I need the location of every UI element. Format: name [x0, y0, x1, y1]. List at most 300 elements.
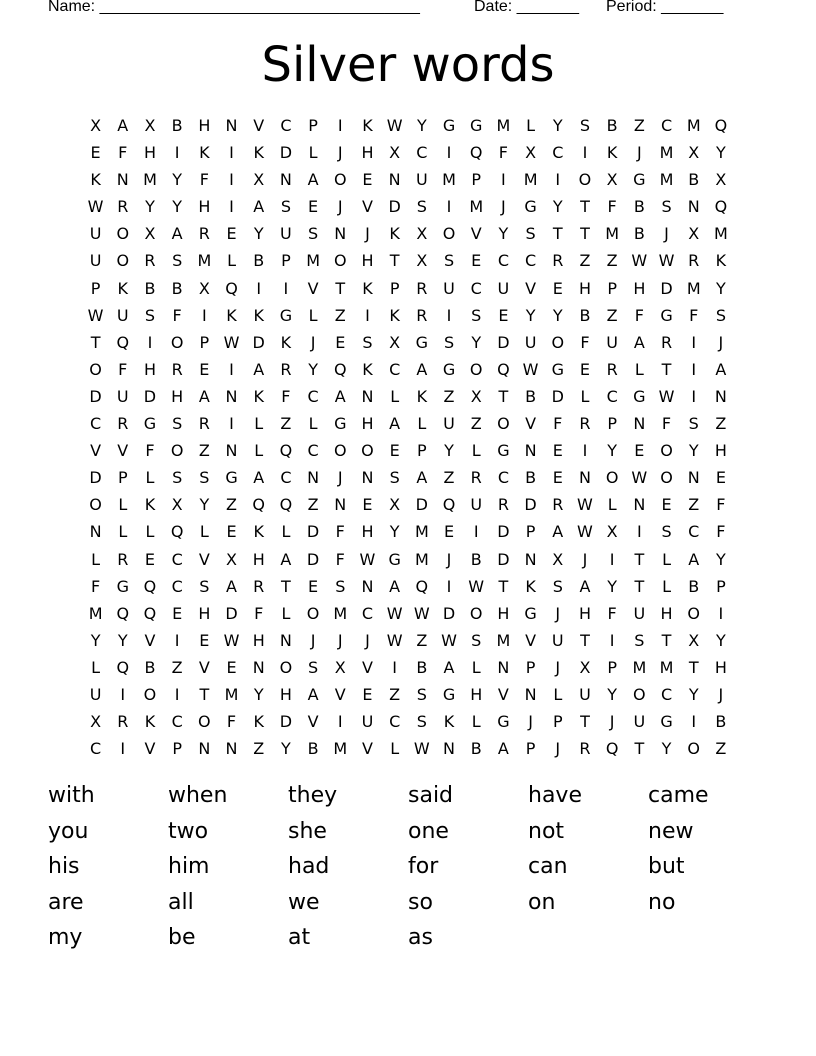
- grid-letter: M: [88, 603, 103, 623]
- grid-letter: U: [443, 414, 455, 434]
- grid-letter: T: [634, 739, 645, 759]
- grid-letter: I: [691, 332, 697, 352]
- grid-letter: Y: [716, 630, 726, 650]
- word-bank-item: my: [48, 925, 83, 950]
- grid-letter: R: [117, 414, 129, 434]
- grid-letter: I: [446, 197, 452, 217]
- grid-row: [82, 491, 735, 518]
- grid-letter: P: [308, 116, 318, 135]
- grid-letter: B: [470, 739, 482, 759]
- grid-letter: S: [552, 576, 563, 596]
- grid-letter: I: [256, 278, 262, 298]
- grid-letter: S: [715, 305, 726, 325]
- grid-letter: I: [229, 143, 234, 163]
- grid-letter: I: [337, 116, 343, 135]
- grid-letter: U: [443, 278, 455, 298]
- word-bank-item: they: [288, 783, 338, 808]
- grid-letter: F: [172, 305, 182, 325]
- grid-letter: H: [633, 278, 646, 298]
- grid-letter: Q: [170, 522, 184, 542]
- word-bank-item: not: [528, 818, 565, 844]
- grid-letter: A: [389, 576, 401, 596]
- grid-letter: X: [253, 170, 265, 190]
- name-field-label: Name: ____________________________________: [48, 0, 420, 15]
- grid-letter: E: [552, 468, 563, 488]
- grid-letter: S: [525, 224, 536, 244]
- grid-letter: K: [389, 305, 400, 325]
- grid-letter: N: [225, 116, 238, 135]
- grid-letter: O: [660, 468, 673, 488]
- grid-letter: H: [143, 359, 156, 379]
- grid-letter: M: [632, 657, 647, 677]
- grid-letter: R: [660, 332, 673, 352]
- word-bank-item: are: [48, 889, 84, 915]
- grid-letter: Q: [143, 603, 157, 623]
- grid-letter: J: [555, 603, 561, 623]
- word-bank-item: his: [48, 854, 80, 879]
- grid-letter: K: [443, 712, 455, 732]
- grid-letter: T: [580, 630, 590, 650]
- grid-row: [82, 247, 735, 274]
- grid-letter: P: [417, 441, 427, 461]
- grid-letter: M: [333, 739, 348, 759]
- grid-letter: V: [90, 441, 102, 461]
- grid-letter: Z: [715, 739, 727, 759]
- grid-letter: E: [634, 441, 645, 461]
- grid-letter: D: [442, 603, 456, 623]
- grid-letter: F: [553, 414, 563, 434]
- grid-letter: Z: [443, 386, 455, 406]
- grid-letter: U: [415, 170, 428, 190]
- grid-letter: J: [582, 549, 588, 569]
- grid-letter: B: [633, 224, 645, 244]
- grid-letter: T: [580, 224, 590, 244]
- grid-letter: E: [199, 359, 210, 379]
- grid-letter: Z: [606, 305, 618, 325]
- grid-letter: A: [307, 170, 319, 190]
- grid-letter: I: [229, 197, 234, 217]
- grid-letter: S: [416, 197, 427, 217]
- grid-letter: G: [497, 712, 510, 732]
- grid-letter: I: [501, 170, 506, 190]
- grid-letter: W: [87, 305, 104, 325]
- grid-letter: P: [607, 414, 617, 434]
- grid-letter: L: [553, 684, 563, 704]
- grid-letter: X: [470, 386, 482, 406]
- grid-letter: T: [335, 278, 346, 298]
- grid-letter: Y: [688, 684, 699, 704]
- grid-letter: V: [361, 657, 373, 677]
- grid-letter: U: [361, 712, 374, 732]
- grid-letter: Z: [307, 495, 319, 515]
- grid-letter: O: [551, 332, 565, 352]
- grid-letter: N: [279, 630, 292, 650]
- grid-letter: L: [308, 305, 318, 325]
- grid-letter: A: [715, 359, 727, 379]
- grid-letter: X: [144, 224, 156, 244]
- grid-letter: C: [660, 116, 673, 135]
- grid-letter: I: [174, 684, 180, 704]
- grid-letter: N: [252, 657, 265, 677]
- grid-letter: A: [497, 739, 509, 759]
- grid-letter: A: [443, 657, 455, 677]
- word-bank-item: when: [168, 783, 228, 808]
- grid-letter: X: [579, 657, 591, 677]
- grid-letter: L: [145, 468, 155, 488]
- grid-letter: B: [144, 278, 156, 298]
- word-bank-item: be: [168, 925, 196, 950]
- grid-letter: T: [688, 657, 699, 677]
- grid-letter: F: [199, 170, 209, 190]
- grid-letter: Q: [497, 359, 510, 379]
- grid-letter: X: [144, 116, 156, 135]
- grid-letter: K: [606, 143, 618, 163]
- grid-letter: H: [143, 143, 156, 163]
- grid-letter: X: [606, 522, 618, 542]
- grid-letter: S: [661, 522, 672, 542]
- grid-row: [82, 600, 735, 627]
- grid-letter: R: [198, 414, 210, 434]
- grid-letter: O: [469, 603, 483, 623]
- grid-letter: I: [473, 522, 479, 542]
- grid-letter: Z: [633, 116, 645, 135]
- grid-letter: L: [471, 441, 481, 461]
- grid-letter: A: [226, 576, 237, 596]
- grid-letter: K: [362, 278, 373, 298]
- grid-letter: L: [634, 359, 644, 379]
- grid-letter: J: [365, 224, 370, 244]
- grid-letter: I: [609, 630, 615, 650]
- grid-letter: D: [279, 712, 293, 732]
- grid-letter: I: [691, 359, 697, 379]
- grid-letter: X: [389, 143, 401, 163]
- grid-row: [82, 681, 735, 708]
- grid-letter: D: [252, 332, 265, 352]
- word-bank-item: new: [648, 818, 694, 844]
- grid-letter: W: [468, 576, 485, 596]
- grid-letter: P: [117, 468, 128, 488]
- grid-letter: E: [226, 657, 237, 677]
- grid-letter: T: [498, 386, 509, 406]
- grid-letter: W: [386, 603, 403, 623]
- grid-letter: P: [607, 278, 617, 298]
- grid-letter: H: [361, 251, 374, 271]
- grid-letter: A: [579, 576, 591, 596]
- grid-letter: I: [392, 657, 398, 677]
- grid-letter: V: [144, 739, 156, 759]
- grid-letter: O: [442, 224, 456, 244]
- grid-letter: O: [660, 441, 673, 461]
- grid-letter: J: [310, 630, 316, 650]
- grid-letter: H: [361, 414, 374, 434]
- letter-grid: [82, 112, 735, 762]
- period-field-label: Period: _______: [606, 0, 724, 15]
- grid-letter: Y: [688, 441, 699, 461]
- grid-letter: C: [660, 684, 673, 704]
- grid-letter: C: [497, 468, 509, 488]
- grid-letter: N: [497, 657, 510, 677]
- grid-letter: K: [525, 576, 536, 596]
- grid-letter: G: [388, 549, 401, 569]
- grid-letter: N: [89, 522, 102, 542]
- grid-letter: F: [689, 305, 699, 325]
- grid-row: [82, 735, 735, 762]
- grid-letter: J: [718, 684, 724, 704]
- grid-letter: F: [607, 603, 617, 623]
- grid-letter: U: [116, 305, 129, 325]
- grid-letter: F: [498, 143, 508, 163]
- grid-letter: N: [361, 576, 374, 596]
- grid-letter: M: [714, 224, 728, 244]
- grid-letter: Q: [143, 576, 157, 596]
- grid-letter: O: [89, 495, 102, 515]
- grid-letter: Z: [715, 414, 727, 434]
- word-bank-item: with: [48, 783, 95, 808]
- grid-letter: C: [307, 441, 319, 461]
- grid-letter: E: [715, 468, 726, 488]
- grid-row: [82, 112, 735, 139]
- grid-letter: F: [118, 143, 128, 163]
- grid-letter: N: [524, 441, 537, 461]
- grid-letter: H: [660, 603, 673, 623]
- grid-letter: Y: [716, 143, 726, 163]
- grid-letter: Y: [716, 278, 726, 298]
- grid-letter: X: [525, 143, 537, 163]
- grid-letter: Q: [605, 739, 619, 759]
- grid-letter: X: [334, 657, 346, 677]
- grid-letter: K: [90, 170, 101, 190]
- grid-letter: Z: [416, 630, 428, 650]
- grid-row: [82, 166, 735, 193]
- grid-letter: Y: [117, 630, 128, 650]
- grid-letter: W: [223, 630, 240, 650]
- grid-letter: C: [389, 359, 401, 379]
- grid-letter: R: [579, 739, 591, 759]
- grid-letter: S: [172, 414, 183, 434]
- grid-letter: J: [609, 712, 615, 732]
- grid-letter: E: [579, 359, 591, 379]
- grid-letter: I: [691, 386, 697, 406]
- grid-letter: U: [606, 332, 619, 352]
- grid-letter: O: [687, 603, 701, 623]
- grid-row: [82, 383, 735, 410]
- grid-letter: G: [660, 712, 673, 732]
- grid-letter: L: [390, 386, 400, 406]
- grid-letter: S: [172, 468, 183, 488]
- word-bank-item: all: [168, 889, 194, 915]
- grid-letter: Y: [607, 576, 618, 596]
- grid-letter: S: [416, 712, 427, 732]
- grid-letter: J: [501, 197, 506, 217]
- grid-letter: K: [715, 251, 727, 271]
- grid-letter: G: [116, 576, 129, 596]
- grid-letter: Q: [279, 495, 293, 515]
- grid-letter: A: [253, 197, 265, 217]
- grid-letter: O: [497, 414, 510, 434]
- grid-letter: A: [633, 332, 645, 352]
- grid-letter: P: [716, 576, 726, 596]
- grid-letter: W: [522, 359, 539, 379]
- grid-letter: Z: [253, 739, 265, 759]
- grid-letter: M: [659, 170, 674, 190]
- grid-letter: Y: [199, 495, 210, 515]
- grid-letter: I: [609, 549, 615, 569]
- grid-letter: Y: [552, 116, 563, 135]
- grid-letter: K: [280, 332, 292, 352]
- grid-letter: F: [580, 332, 590, 352]
- grid-letter: E: [498, 305, 509, 325]
- grid-letter: W: [658, 386, 675, 406]
- grid-letter: X: [90, 712, 102, 732]
- grid-letter: E: [308, 576, 319, 596]
- grid-letter: B: [688, 170, 700, 190]
- grid-letter: H: [198, 197, 211, 217]
- grid-letter: D: [143, 386, 157, 406]
- grid-letter: A: [334, 386, 346, 406]
- grid-letter: L: [308, 414, 318, 434]
- grid-letter: X: [90, 116, 102, 135]
- grid-letter: X: [715, 170, 727, 190]
- grid-letter: C: [90, 414, 102, 434]
- grid-letter: U: [497, 278, 510, 298]
- word-bank-item: one: [408, 818, 449, 844]
- grid-letter: L: [91, 549, 101, 569]
- grid-letter: A: [688, 549, 700, 569]
- grid-letter: R: [497, 495, 509, 515]
- grid-letter: R: [117, 712, 129, 732]
- grid-letter: I: [174, 630, 180, 650]
- grid-letter: O: [170, 441, 184, 461]
- grid-letter: Z: [389, 684, 401, 704]
- grid-letter: M: [143, 170, 157, 190]
- grid-letter: M: [496, 630, 511, 650]
- grid-letter: T: [634, 549, 645, 569]
- grid-letter: I: [120, 684, 126, 704]
- grid-letter: F: [716, 522, 726, 542]
- word-bank-item: him: [168, 854, 210, 879]
- grid-letter: F: [335, 522, 345, 542]
- grid-letter: L: [662, 549, 671, 569]
- grid-letter: S: [443, 332, 455, 352]
- grid-letter: S: [172, 251, 183, 271]
- grid-letter: E: [362, 684, 373, 704]
- grid-letter: F: [118, 359, 128, 379]
- grid-row: [82, 437, 735, 464]
- grid-letter: C: [307, 386, 319, 406]
- grid-letter: X: [389, 495, 401, 515]
- grid-letter: V: [525, 278, 537, 298]
- grid-letter: H: [361, 522, 374, 542]
- grid-letter: M: [659, 657, 674, 677]
- grid-letter: C: [171, 576, 183, 596]
- grid-letter: C: [280, 116, 292, 135]
- grid-letter: B: [633, 197, 645, 217]
- grid-letter: V: [525, 414, 537, 434]
- grid-letter: L: [91, 657, 101, 677]
- grid-letter: V: [253, 116, 265, 135]
- word-bank-item: came: [648, 783, 709, 808]
- grid-letter: E: [172, 603, 183, 623]
- grid-letter: U: [89, 224, 102, 244]
- grid-letter: B: [606, 116, 618, 135]
- grid-letter: H: [714, 441, 727, 461]
- grid-letter: S: [471, 305, 482, 325]
- grid-letter: E: [552, 441, 563, 461]
- grid-letter: W: [87, 197, 104, 217]
- grid-letter: H: [714, 657, 727, 677]
- grid-letter: M: [306, 251, 320, 271]
- grid-letter: R: [552, 495, 564, 515]
- grid-letter: B: [715, 712, 727, 732]
- grid-letter: F: [716, 495, 726, 515]
- grid-letter: C: [416, 143, 428, 163]
- grid-letter: T: [389, 251, 400, 271]
- grid-letter: Q: [714, 197, 728, 217]
- grid-letter: Y: [552, 197, 563, 217]
- grid-letter: O: [306, 603, 320, 623]
- grid-letter: D: [279, 143, 293, 163]
- grid-row: [82, 356, 735, 383]
- grid-letter: S: [335, 576, 346, 596]
- grid-letter: J: [337, 197, 343, 217]
- grid-letter: C: [525, 251, 537, 271]
- grid-letter: R: [470, 468, 482, 488]
- grid-letter: E: [90, 143, 101, 163]
- grid-letter: J: [337, 143, 343, 163]
- grid-row: [82, 518, 735, 545]
- grid-letter: O: [198, 712, 211, 732]
- grid-letter: L: [254, 441, 264, 461]
- grid-letter: Y: [145, 197, 155, 217]
- grid-letter: S: [308, 224, 319, 244]
- grid-letter: L: [308, 143, 318, 163]
- grid-letter: J: [555, 739, 561, 759]
- grid-letter: H: [578, 603, 591, 623]
- grid-letter: L: [281, 522, 291, 542]
- grid-letter: W: [658, 251, 675, 271]
- grid-letter: L: [118, 522, 128, 542]
- grid-letter: M: [659, 143, 674, 163]
- grid-letter: I: [636, 522, 642, 542]
- grid-letter: C: [688, 522, 700, 542]
- grid-letter: S: [661, 197, 672, 217]
- grid-letter: L: [390, 739, 400, 759]
- grid-letter: G: [442, 359, 456, 379]
- grid-letter: X: [688, 630, 700, 650]
- grid-letter: A: [416, 359, 428, 379]
- grid-letter: A: [253, 468, 265, 488]
- grid-letter: D: [388, 197, 401, 217]
- grid-letter: K: [253, 143, 264, 163]
- grid-letter: Z: [443, 468, 455, 488]
- grid-letter: I: [120, 739, 126, 759]
- grid-letter: O: [605, 468, 619, 488]
- grid-letter: Y: [253, 684, 264, 704]
- grid-letter: N: [198, 739, 211, 759]
- grid-letter: A: [552, 522, 564, 542]
- grid-letter: N: [687, 468, 700, 488]
- grid-letter: R: [280, 359, 292, 379]
- grid-letter: Z: [688, 495, 700, 515]
- grid-letter: C: [497, 251, 509, 271]
- grid-letter: G: [497, 441, 510, 461]
- grid-letter: K: [117, 278, 129, 298]
- grid-letter: N: [633, 495, 646, 515]
- grid-row: [82, 220, 735, 247]
- grid-letter: V: [497, 684, 509, 704]
- grid-letter: E: [362, 170, 373, 190]
- grid-letter: S: [579, 116, 591, 135]
